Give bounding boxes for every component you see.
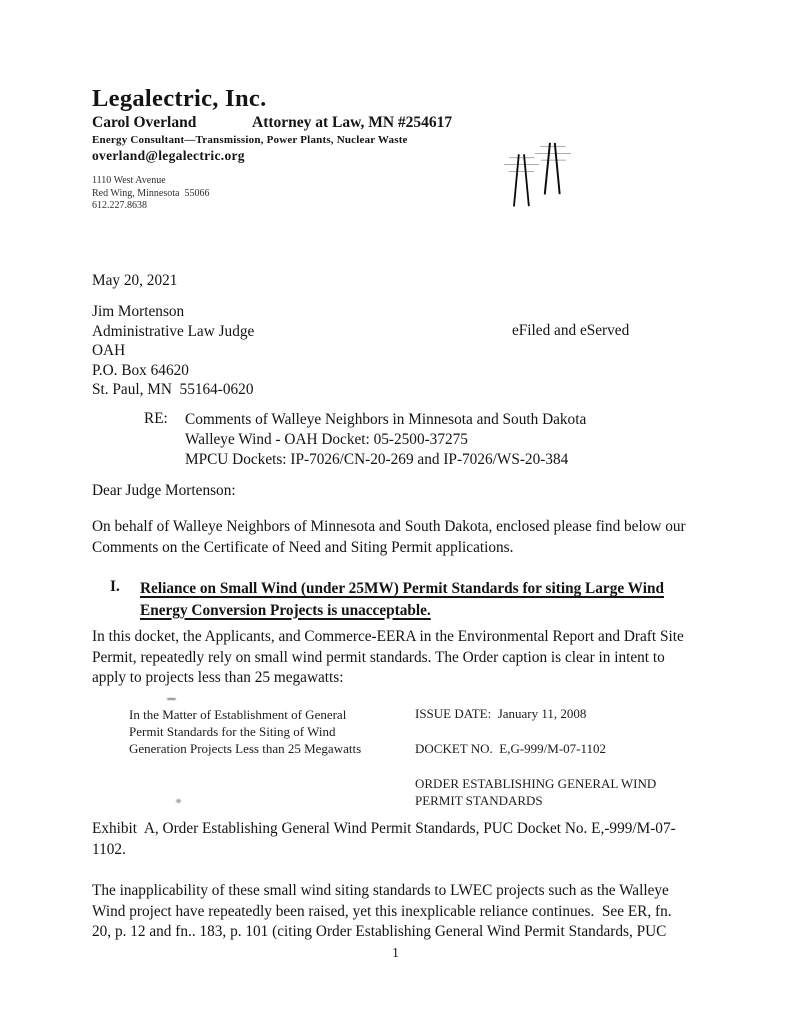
tower-right-icon [535,143,571,195]
order-title-line: ORDER ESTABLISHING GENERAL WIND [415,776,657,791]
letter-date: May 20, 2021 [92,272,178,289]
docket-number: DOCKET NO. E,G-999/M-07-1102 [415,741,607,756]
paragraph-line: On behalf of Walleye Neighbors of Minnesota and South Dakota, enclosed please find below our [92,518,686,535]
scan-artifact [167,698,176,700]
issue-date: ISSUE DATE: January 11, 2008 [415,706,587,721]
order-caption-line: Generation Projects Less than 25 Megawatts [129,741,362,756]
address-line-1: 1110 West Avenue [92,175,166,186]
re-line: MPCU Dockets: IP-7026/CN-20-269 and IP-7026/WS-20-384 [185,451,569,468]
order-caption-left [129,706,361,757]
letterhead-tagline: Energy Consultant—Transmission, Power Plants, Nuclear Waste [92,134,408,146]
paragraph-inapplicability [92,881,672,943]
re-label: RE: [144,410,168,427]
transmission-towers-icon [500,80,740,295]
efiled-note: eFiled and eServed [512,322,630,339]
letterhead-address [92,175,408,213]
recipient-line: OAH [92,342,126,359]
page-number: 1 [392,945,399,960]
paragraph-line: Comments on the Certificate of Need and Siting Permit applications. [92,538,514,556]
tower-left-icon [504,154,539,206]
recipient-line: Administrative Law Judge [92,322,255,340]
paragraph-docket [92,627,684,689]
letterhead [92,85,453,213]
section-number: I. [110,578,120,595]
attorney-row [92,114,453,133]
paragraph-line: apply to projects less than 25 megawatts: [92,669,344,686]
company-name: Legalectric, Inc. [92,85,267,112]
order-caption-line: In the Matter of Establishment of General [129,707,347,722]
paragraph-intro [92,517,686,558]
address-line-2: Red Wing, Minnesota 55066 [92,187,210,199]
section-heading [140,578,664,621]
paragraph-line: In this docket, the Applicants, and Commerce-EERA in the Environmental Report and Draft Site [92,628,684,645]
salutation: Dear Judge Mortenson: [92,482,236,499]
scan-artifact [176,799,181,803]
re-line: Walleye Wind - OAH Docket: 05-2500-37275 [185,431,468,448]
phone-number: 612.227.8638 [92,200,147,211]
order-caption-line: Permit Standards for the Siting of Wind [129,724,336,739]
paragraph-exhibit [92,819,676,860]
paragraph-line: Permit, repeatedly rely on small wind permit standards. The Order caption is clear in intent to [92,648,665,666]
recipient-line: St. Paul, MN 55164-0620 [92,381,254,398]
paragraph-line: The inapplicability of these small wind siting standards to LWEC projects such as the Walleye [92,882,669,899]
re-block [185,410,586,470]
section-heading-line: Energy Conversion Projects is unacceptable. [140,601,431,619]
paragraph-line: 20, p. 12 and fn.. 183, p. 101 (citing Order Establishing General Wind Permit Standards, PUC [92,923,667,940]
recipient-line: Jim Mortenson [92,303,185,320]
email-address: overland@legalectric.org [92,148,245,163]
attorney-title: Attorney at Law, MN #254617 [252,114,453,131]
order-caption-right [415,705,656,809]
recipient-line: P.O. Box 64620 [92,361,189,379]
re-line: Comments of Walleye Neighbors in Minnesota and South Dakota [185,411,587,428]
attorney-name: Carol Overland [92,114,197,131]
paragraph-line: Exhibit A, Order Establishing General Wind Permit Standards, PUC Docket No. E,-999/M-07- [92,820,676,837]
paragraph-line: Wind project have repeatedly been raised, yet this inexplicable reliance continues. See ER, fn. [92,902,672,920]
section-heading-line: Reliance on Small Wind (under 25MW) Permit Standards for siting Large Wind [140,580,664,597]
paragraph-line: 1102. [92,840,126,858]
order-title-line: PERMIT STANDARDS [415,793,543,808]
recipient-address [92,302,254,400]
